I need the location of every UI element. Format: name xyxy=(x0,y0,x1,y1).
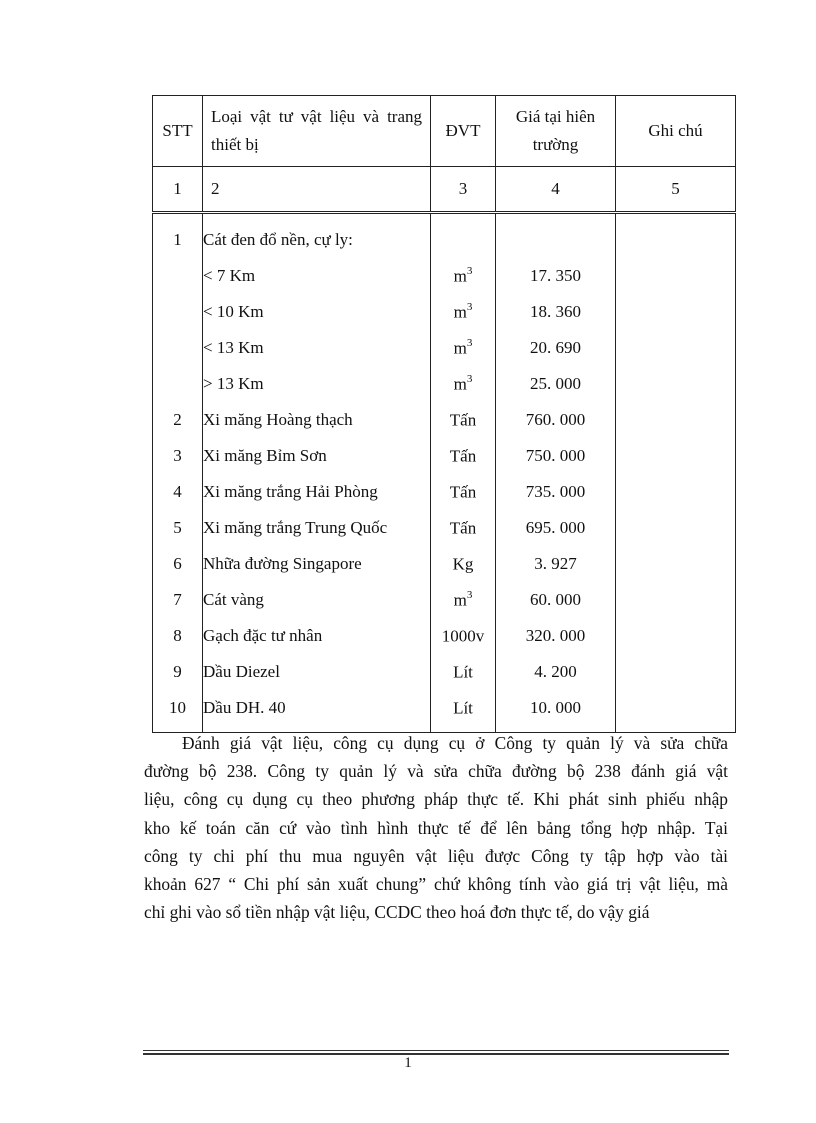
row-note xyxy=(616,402,736,438)
row-note xyxy=(616,213,736,259)
row-material-name-text: Xi măng trắng Hải Phòng xyxy=(203,482,378,501)
row-stt-text: 1 xyxy=(173,230,182,249)
index-cell: 3 xyxy=(431,167,496,213)
row-unit xyxy=(431,546,496,582)
row-price xyxy=(496,582,616,618)
paragraph-line: công ty chi phí thu mua nguyên vật liệu được Công ty tập hợp vào tài xyxy=(144,845,728,866)
row-unit xyxy=(431,690,496,733)
row-unit xyxy=(431,510,496,546)
index-cell: 1 xyxy=(153,167,203,213)
row-note xyxy=(616,618,736,654)
row-stt xyxy=(153,294,203,330)
row-unit xyxy=(431,402,496,438)
row-price-text: 18. 360 xyxy=(530,302,581,321)
row-material-name-text: < 13 Km xyxy=(203,338,264,357)
table-row xyxy=(153,654,736,690)
materials-price-table xyxy=(152,95,736,733)
row-unit-text: Lít xyxy=(453,662,473,682)
row-price-text: 320. 000 xyxy=(525,626,586,645)
row-material-name-text: > 13 Km xyxy=(203,374,264,393)
row-stt-text: 8 xyxy=(173,626,182,645)
row-price-text: 20. 690 xyxy=(530,338,581,357)
table-row xyxy=(153,438,736,474)
table-row xyxy=(153,582,736,618)
table-row xyxy=(153,690,736,733)
row-stt xyxy=(153,510,203,546)
row-unit-text: Kg xyxy=(452,554,474,574)
row-unit xyxy=(431,213,496,259)
header-price: Giá tại hiên trường xyxy=(496,96,616,167)
row-material-name-text: Xi măng Hoàng thạch xyxy=(203,410,353,429)
row-price xyxy=(496,258,616,294)
table-row xyxy=(153,294,736,330)
row-material-name-text: Dầu DH. 40 xyxy=(203,698,286,717)
row-price xyxy=(496,546,616,582)
paragraph-line: kho kế toán căn cứ vào tình hình thực tế để lên bảng tổng hợp nhập. Tại xyxy=(144,817,728,838)
row-price-text: 695. 000 xyxy=(525,518,586,537)
table-row xyxy=(153,474,736,510)
table-row xyxy=(153,546,736,582)
row-stt xyxy=(153,474,203,510)
row-price-text: 760. 000 xyxy=(525,410,586,429)
row-unit-text: m xyxy=(453,338,467,358)
row-stt-text: 5 xyxy=(173,518,182,537)
row-material-name xyxy=(203,582,431,618)
row-price-text: 17. 350 xyxy=(530,266,581,285)
row-material-name xyxy=(203,474,431,510)
table-row xyxy=(153,258,736,294)
row-price xyxy=(496,654,616,690)
table-row xyxy=(153,366,736,402)
row-unit xyxy=(431,654,496,690)
paragraph-line: khoản 627 “ Chi phí sản xuất chung” chứ không tính vào giá trị vật liệu, mà xyxy=(144,874,728,895)
row-unit xyxy=(431,366,496,402)
row-stt xyxy=(153,258,203,294)
row-price xyxy=(496,510,616,546)
row-material-name xyxy=(203,546,431,582)
row-price-text: 25. 000 xyxy=(530,374,581,393)
row-price-text: 60. 000 xyxy=(530,590,581,609)
row-note xyxy=(616,330,736,366)
row-stt xyxy=(153,654,203,690)
row-price xyxy=(496,213,616,259)
paragraph-line: đường bộ 238. Công ty quản lý và sửa chữa đường bộ 238 đánh giá vật xyxy=(144,761,728,782)
row-price-text: 3. 927 xyxy=(534,554,577,573)
row-material-name-text: Gạch đặc tư nhân xyxy=(203,626,323,645)
row-unit-text: Tấn xyxy=(449,410,477,430)
unit-superscript: 3 xyxy=(466,264,473,277)
paragraph-line: chỉ ghi vào sổ tiền nhập vật liệu, CCDC theo hoá đơn thực tế, do vậy giá xyxy=(144,902,650,923)
header-note: Ghi chú xyxy=(616,96,736,167)
row-material-name xyxy=(203,510,431,546)
table-row xyxy=(153,213,736,259)
row-stt xyxy=(153,582,203,618)
row-unit xyxy=(431,474,496,510)
unit-superscript: 3 xyxy=(466,588,473,601)
row-material-name xyxy=(203,402,431,438)
row-price xyxy=(496,366,616,402)
index-cell: 2 xyxy=(203,167,431,213)
table-body xyxy=(153,213,736,733)
row-material-name xyxy=(203,258,431,294)
footer-divider xyxy=(143,1050,729,1051)
row-note xyxy=(616,366,736,402)
row-price-text: 10. 000 xyxy=(530,698,581,717)
table-row xyxy=(153,510,736,546)
row-stt xyxy=(153,213,203,259)
row-material-name-text: Dầu Diezel xyxy=(203,662,280,681)
row-unit-text: m xyxy=(453,590,467,610)
row-price xyxy=(496,690,616,733)
unit-superscript: 3 xyxy=(466,336,473,349)
row-stt xyxy=(153,330,203,366)
row-material-name xyxy=(203,330,431,366)
row-unit-text: Lít xyxy=(453,698,473,718)
row-unit-text: m xyxy=(453,302,467,322)
row-unit xyxy=(431,618,496,654)
row-unit xyxy=(431,294,496,330)
row-material-name-text: Nhữa đường Singapore xyxy=(203,554,362,573)
row-stt-text: 9 xyxy=(173,662,182,681)
row-unit-text: m xyxy=(453,266,467,286)
row-material-name xyxy=(203,366,431,402)
row-stt xyxy=(153,546,203,582)
row-material-name xyxy=(203,438,431,474)
row-unit-text: Tấn xyxy=(449,518,477,538)
table-row xyxy=(153,330,736,366)
row-note xyxy=(616,258,736,294)
row-note xyxy=(616,654,736,690)
index-cell: 5 xyxy=(616,167,736,213)
row-material-name-text: < 10 Km xyxy=(203,302,264,321)
row-price xyxy=(496,294,616,330)
row-stt-text: 3 xyxy=(173,446,182,465)
row-note xyxy=(616,438,736,474)
row-note xyxy=(616,546,736,582)
row-unit-text: Tấn xyxy=(449,446,477,466)
row-price-text: 750. 000 xyxy=(525,446,586,465)
row-stt xyxy=(153,366,203,402)
row-stt-text: 6 xyxy=(173,554,182,573)
row-price xyxy=(496,618,616,654)
table-header-row xyxy=(153,96,736,167)
row-material-name xyxy=(203,618,431,654)
row-stt-text: 4 xyxy=(173,482,182,501)
row-stt xyxy=(153,438,203,474)
header-stt: STT xyxy=(153,96,203,167)
row-stt-text: 2 xyxy=(173,410,182,429)
row-unit-text: m xyxy=(453,374,467,394)
row-note xyxy=(616,474,736,510)
row-price-text: 735. 000 xyxy=(525,482,586,501)
unit-superscript: 3 xyxy=(466,372,473,385)
row-unit-text: Tấn xyxy=(449,482,477,502)
row-price xyxy=(496,438,616,474)
index-cell: 4 xyxy=(496,167,616,213)
row-material-name-text: < 7 Km xyxy=(203,266,256,285)
header-unit: ĐVT xyxy=(431,96,496,167)
body-paragraph xyxy=(144,729,728,926)
page-number: 1 xyxy=(404,1055,412,1071)
row-price xyxy=(496,474,616,510)
row-material-name xyxy=(203,213,431,259)
row-unit xyxy=(431,582,496,618)
row-material-name-text: Xi măng trắng Trung Quốc xyxy=(203,518,388,537)
row-unit-text: 1000v xyxy=(441,626,485,646)
row-material-name-text: Xi măng Bỉm Sơn xyxy=(203,446,327,465)
row-stt xyxy=(153,402,203,438)
row-unit xyxy=(431,330,496,366)
row-price xyxy=(496,402,616,438)
row-note xyxy=(616,510,736,546)
table-row xyxy=(153,618,736,654)
row-stt xyxy=(153,618,203,654)
row-note xyxy=(616,690,736,733)
row-note xyxy=(616,294,736,330)
header-material: Loại vật tư vật liệu và trang thiết bị xyxy=(203,96,431,167)
unit-superscript: 3 xyxy=(466,300,473,313)
row-unit xyxy=(431,258,496,294)
paragraph-line: Đánh giá vật liệu, công cụ dụng cụ ở Công ty quản lý và sửa chữa xyxy=(182,733,728,753)
row-material-name xyxy=(203,654,431,690)
row-material-name-text: Cát đen đổ nền, cự ly: xyxy=(203,230,353,249)
row-stt-text: 7 xyxy=(173,590,182,609)
row-material-name xyxy=(203,294,431,330)
row-material-name xyxy=(203,690,431,733)
row-note xyxy=(616,582,736,618)
row-unit xyxy=(431,438,496,474)
paragraph-line: liệu, công cụ dụng cụ theo phương pháp thực tế. Khi phát sinh phiếu nhập xyxy=(144,789,728,810)
table-row xyxy=(153,402,736,438)
row-material-name-text: Cát vàng xyxy=(203,590,264,609)
row-price-text: 4. 200 xyxy=(534,662,577,681)
row-stt xyxy=(153,690,203,733)
row-price xyxy=(496,330,616,366)
row-stt-text: 10 xyxy=(169,698,186,717)
table-index-row xyxy=(153,167,736,213)
